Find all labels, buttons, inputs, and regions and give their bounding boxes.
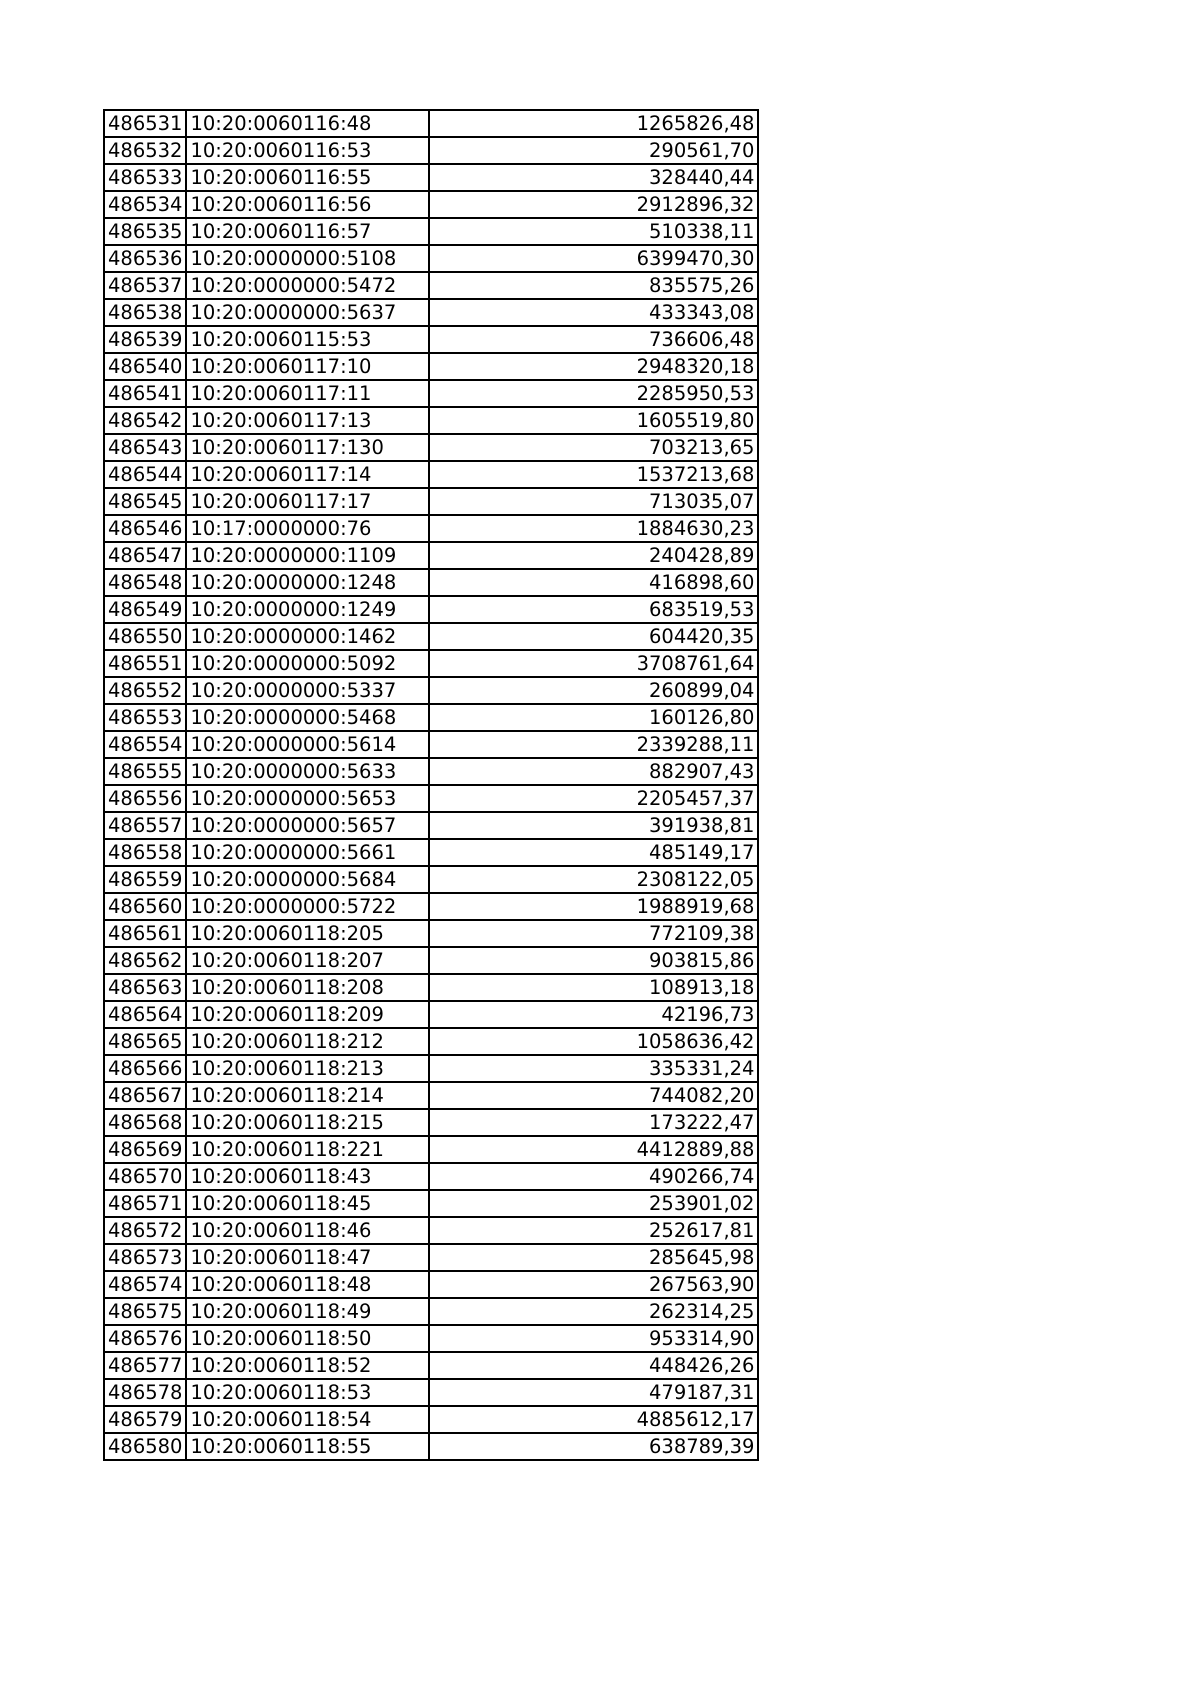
amount-cell: 173222,47 bbox=[429, 1109, 758, 1136]
row-id-cell: 486535 bbox=[104, 218, 186, 245]
row-id-cell: 486570 bbox=[104, 1163, 186, 1190]
amount-cell: 1265826,48 bbox=[429, 110, 758, 137]
table-row bbox=[104, 812, 758, 839]
table-row bbox=[104, 164, 758, 191]
amount-cell: 903815,86 bbox=[429, 947, 758, 974]
cadastral-number-cell: 10:20:0060117:130 bbox=[186, 434, 429, 461]
cadastral-number-cell: 10:20:0000000:1109 bbox=[186, 542, 429, 569]
row-id-cell: 486562 bbox=[104, 947, 186, 974]
row-id-cell: 486534 bbox=[104, 191, 186, 218]
table-row bbox=[104, 839, 758, 866]
amount-cell: 2205457,37 bbox=[429, 785, 758, 812]
cadastral-number-cell: 10:20:0060116:48 bbox=[186, 110, 429, 137]
amount-cell: 2912896,32 bbox=[429, 191, 758, 218]
table-row bbox=[104, 920, 758, 947]
row-id-cell: 486541 bbox=[104, 380, 186, 407]
cadastral-number-cell: 10:20:0000000:5468 bbox=[186, 704, 429, 731]
cadastral-number-cell: 10:20:0060117:17 bbox=[186, 488, 429, 515]
amount-cell: 736606,48 bbox=[429, 326, 758, 353]
amount-cell: 713035,07 bbox=[429, 488, 758, 515]
cadastral-number-cell: 10:20:0060118:46 bbox=[186, 1217, 429, 1244]
amount-cell: 490266,74 bbox=[429, 1163, 758, 1190]
cadastral-number-cell: 10:20:0060118:48 bbox=[186, 1271, 429, 1298]
row-id-cell: 486531 bbox=[104, 110, 186, 137]
table-row bbox=[104, 758, 758, 785]
row-id-cell: 486575 bbox=[104, 1298, 186, 1325]
amount-cell: 285645,98 bbox=[429, 1244, 758, 1271]
row-id-cell: 486548 bbox=[104, 569, 186, 596]
table-row bbox=[104, 515, 758, 542]
cadastral-number-cell: 10:20:0060118:53 bbox=[186, 1379, 429, 1406]
table-row bbox=[104, 1244, 758, 1271]
table-row bbox=[104, 1406, 758, 1433]
amount-cell: 510338,11 bbox=[429, 218, 758, 245]
row-id-cell: 486549 bbox=[104, 596, 186, 623]
amount-cell: 262314,25 bbox=[429, 1298, 758, 1325]
cadastral-number-cell: 10:20:0060116:57 bbox=[186, 218, 429, 245]
cadastral-number-cell: 10:20:0060117:10 bbox=[186, 353, 429, 380]
table-row bbox=[104, 569, 758, 596]
row-id-cell: 486532 bbox=[104, 137, 186, 164]
table-row bbox=[104, 1379, 758, 1406]
row-id-cell: 486560 bbox=[104, 893, 186, 920]
row-id-cell: 486539 bbox=[104, 326, 186, 353]
amount-cell: 253901,02 bbox=[429, 1190, 758, 1217]
amount-cell: 260899,04 bbox=[429, 677, 758, 704]
table-row bbox=[104, 1271, 758, 1298]
cadastral-number-cell: 10:20:0000000:5637 bbox=[186, 299, 429, 326]
amount-cell: 1884630,23 bbox=[429, 515, 758, 542]
row-id-cell: 486577 bbox=[104, 1352, 186, 1379]
cadastral-number-cell: 10:20:0060118:45 bbox=[186, 1190, 429, 1217]
row-id-cell: 486565 bbox=[104, 1028, 186, 1055]
cadastral-number-cell: 10:20:0060118:212 bbox=[186, 1028, 429, 1055]
table-body bbox=[104, 110, 758, 1460]
row-id-cell: 486543 bbox=[104, 434, 186, 461]
row-id-cell: 486546 bbox=[104, 515, 186, 542]
row-id-cell: 486567 bbox=[104, 1082, 186, 1109]
amount-cell: 4412889,88 bbox=[429, 1136, 758, 1163]
amount-cell: 433343,08 bbox=[429, 299, 758, 326]
amount-cell: 240428,89 bbox=[429, 542, 758, 569]
table-row bbox=[104, 191, 758, 218]
amount-cell: 1537213,68 bbox=[429, 461, 758, 488]
row-id-cell: 486576 bbox=[104, 1325, 186, 1352]
row-id-cell: 486580 bbox=[104, 1433, 186, 1460]
amount-cell: 1988919,68 bbox=[429, 893, 758, 920]
row-id-cell: 486568 bbox=[104, 1109, 186, 1136]
row-id-cell: 486533 bbox=[104, 164, 186, 191]
data-table bbox=[103, 109, 759, 1461]
cadastral-number-cell: 10:20:0060118:205 bbox=[186, 920, 429, 947]
cadastral-number-cell: 10:20:0060118:52 bbox=[186, 1352, 429, 1379]
amount-cell: 2339288,11 bbox=[429, 731, 758, 758]
cadastral-number-cell: 10:20:0060118:49 bbox=[186, 1298, 429, 1325]
row-id-cell: 486555 bbox=[104, 758, 186, 785]
amount-cell: 485149,17 bbox=[429, 839, 758, 866]
table-row bbox=[104, 1298, 758, 1325]
cadastral-number-cell: 10:20:0000000:5661 bbox=[186, 839, 429, 866]
amount-cell: 4885612,17 bbox=[429, 1406, 758, 1433]
amount-cell: 448426,26 bbox=[429, 1352, 758, 1379]
table-row bbox=[104, 245, 758, 272]
table-row bbox=[104, 407, 758, 434]
table-row bbox=[104, 1217, 758, 1244]
table-row bbox=[104, 326, 758, 353]
table-row bbox=[104, 272, 758, 299]
row-id-cell: 486553 bbox=[104, 704, 186, 731]
table-row bbox=[104, 1136, 758, 1163]
cadastral-number-cell: 10:20:0060118:50 bbox=[186, 1325, 429, 1352]
row-id-cell: 486537 bbox=[104, 272, 186, 299]
amount-cell: 335331,24 bbox=[429, 1055, 758, 1082]
row-id-cell: 486566 bbox=[104, 1055, 186, 1082]
amount-cell: 290561,70 bbox=[429, 137, 758, 164]
amount-cell: 108913,18 bbox=[429, 974, 758, 1001]
cadastral-number-cell: 10:20:0000000:5614 bbox=[186, 731, 429, 758]
cadastral-number-cell: 10:20:0060118:213 bbox=[186, 1055, 429, 1082]
row-id-cell: 486550 bbox=[104, 623, 186, 650]
row-id-cell: 486574 bbox=[104, 1271, 186, 1298]
cadastral-number-cell: 10:20:0060118:207 bbox=[186, 947, 429, 974]
row-id-cell: 486571 bbox=[104, 1190, 186, 1217]
table-row bbox=[104, 947, 758, 974]
table-row bbox=[104, 488, 758, 515]
cadastral-number-cell: 10:20:0060117:11 bbox=[186, 380, 429, 407]
cadastral-number-cell: 10:20:0000000:1248 bbox=[186, 569, 429, 596]
table-row bbox=[104, 218, 758, 245]
amount-cell: 267563,90 bbox=[429, 1271, 758, 1298]
cadastral-number-cell: 10:20:0060118:215 bbox=[186, 1109, 429, 1136]
cadastral-number-cell: 10:20:0060118:54 bbox=[186, 1406, 429, 1433]
amount-cell: 1605519,80 bbox=[429, 407, 758, 434]
cadastral-number-cell: 10:20:0060118:47 bbox=[186, 1244, 429, 1271]
cadastral-number-cell: 10:20:0000000:5684 bbox=[186, 866, 429, 893]
table-row bbox=[104, 1433, 758, 1460]
table-row bbox=[104, 677, 758, 704]
amount-cell: 252617,81 bbox=[429, 1217, 758, 1244]
row-id-cell: 486542 bbox=[104, 407, 186, 434]
table-row bbox=[104, 542, 758, 569]
table-row bbox=[104, 1001, 758, 1028]
table-row bbox=[104, 623, 758, 650]
amount-cell: 638789,39 bbox=[429, 1433, 758, 1460]
row-id-cell: 486563 bbox=[104, 974, 186, 1001]
cadastral-number-cell: 10:20:0000000:5633 bbox=[186, 758, 429, 785]
table-row bbox=[104, 137, 758, 164]
table-row bbox=[104, 1325, 758, 1352]
row-id-cell: 486545 bbox=[104, 488, 186, 515]
table-row bbox=[104, 704, 758, 731]
row-id-cell: 486547 bbox=[104, 542, 186, 569]
table-row bbox=[104, 893, 758, 920]
row-id-cell: 486569 bbox=[104, 1136, 186, 1163]
cadastral-number-cell: 10:20:0060118:214 bbox=[186, 1082, 429, 1109]
cadastral-number-cell: 10:20:0000000:5657 bbox=[186, 812, 429, 839]
cadastral-number-cell: 10:20:0000000:5108 bbox=[186, 245, 429, 272]
row-id-cell: 486538 bbox=[104, 299, 186, 326]
row-id-cell: 486557 bbox=[104, 812, 186, 839]
cadastral-number-cell: 10:20:0060118:208 bbox=[186, 974, 429, 1001]
amount-cell: 479187,31 bbox=[429, 1379, 758, 1406]
cadastral-number-cell: 10:20:0000000:5653 bbox=[186, 785, 429, 812]
row-id-cell: 486558 bbox=[104, 839, 186, 866]
table-row bbox=[104, 1163, 758, 1190]
table-row bbox=[104, 110, 758, 137]
amount-cell: 3708761,64 bbox=[429, 650, 758, 677]
table-row bbox=[104, 353, 758, 380]
table-row bbox=[104, 1055, 758, 1082]
amount-cell: 772109,38 bbox=[429, 920, 758, 947]
amount-cell: 391938,81 bbox=[429, 812, 758, 839]
table-row bbox=[104, 974, 758, 1001]
amount-cell: 160126,80 bbox=[429, 704, 758, 731]
row-id-cell: 486578 bbox=[104, 1379, 186, 1406]
table-row bbox=[104, 866, 758, 893]
table-row bbox=[104, 1352, 758, 1379]
row-id-cell: 486573 bbox=[104, 1244, 186, 1271]
amount-cell: 882907,43 bbox=[429, 758, 758, 785]
row-id-cell: 486559 bbox=[104, 866, 186, 893]
row-id-cell: 486579 bbox=[104, 1406, 186, 1433]
cadastral-number-cell: 10:20:0000000:5092 bbox=[186, 650, 429, 677]
row-id-cell: 486561 bbox=[104, 920, 186, 947]
cadastral-number-cell: 10:20:0060118:43 bbox=[186, 1163, 429, 1190]
row-id-cell: 486551 bbox=[104, 650, 186, 677]
table-row bbox=[104, 461, 758, 488]
cadastral-number-cell: 10:20:0060118:209 bbox=[186, 1001, 429, 1028]
table-row bbox=[104, 1190, 758, 1217]
amount-cell: 683519,53 bbox=[429, 596, 758, 623]
amount-cell: 6399470,30 bbox=[429, 245, 758, 272]
row-id-cell: 486564 bbox=[104, 1001, 186, 1028]
row-id-cell: 486536 bbox=[104, 245, 186, 272]
amount-cell: 2948320,18 bbox=[429, 353, 758, 380]
row-id-cell: 486556 bbox=[104, 785, 186, 812]
cadastral-number-cell: 10:20:0000000:1462 bbox=[186, 623, 429, 650]
spreadsheet-area bbox=[103, 109, 759, 1461]
row-id-cell: 486540 bbox=[104, 353, 186, 380]
row-id-cell: 486552 bbox=[104, 677, 186, 704]
amount-cell: 835575,26 bbox=[429, 272, 758, 299]
amount-cell: 2308122,05 bbox=[429, 866, 758, 893]
amount-cell: 416898,60 bbox=[429, 569, 758, 596]
amount-cell: 42196,73 bbox=[429, 1001, 758, 1028]
table-row bbox=[104, 1082, 758, 1109]
cadastral-number-cell: 10:20:0060118:55 bbox=[186, 1433, 429, 1460]
table-row bbox=[104, 1028, 758, 1055]
cadastral-number-cell: 10:20:0060116:53 bbox=[186, 137, 429, 164]
cadastral-number-cell: 10:20:0060115:53 bbox=[186, 326, 429, 353]
row-id-cell: 486572 bbox=[104, 1217, 186, 1244]
cadastral-number-cell: 10:20:0060117:14 bbox=[186, 461, 429, 488]
cadastral-number-cell: 10:20:0000000:5337 bbox=[186, 677, 429, 704]
table-row bbox=[104, 650, 758, 677]
cadastral-number-cell: 10:20:0060117:13 bbox=[186, 407, 429, 434]
row-id-cell: 486554 bbox=[104, 731, 186, 758]
amount-cell: 604420,35 bbox=[429, 623, 758, 650]
cadastral-number-cell: 10:17:0000000:76 bbox=[186, 515, 429, 542]
cadastral-number-cell: 10:20:0000000:5472 bbox=[186, 272, 429, 299]
cadastral-number-cell: 10:20:0060116:55 bbox=[186, 164, 429, 191]
amount-cell: 1058636,42 bbox=[429, 1028, 758, 1055]
amount-cell: 953314,90 bbox=[429, 1325, 758, 1352]
cadastral-number-cell: 10:20:0060116:56 bbox=[186, 191, 429, 218]
cadastral-number-cell: 10:20:0000000:1249 bbox=[186, 596, 429, 623]
table-row bbox=[104, 785, 758, 812]
table-row bbox=[104, 731, 758, 758]
amount-cell: 744082,20 bbox=[429, 1082, 758, 1109]
amount-cell: 703213,65 bbox=[429, 434, 758, 461]
cadastral-number-cell: 10:20:0000000:5722 bbox=[186, 893, 429, 920]
amount-cell: 2285950,53 bbox=[429, 380, 758, 407]
table-row bbox=[104, 380, 758, 407]
table-row bbox=[104, 1109, 758, 1136]
amount-cell: 328440,44 bbox=[429, 164, 758, 191]
row-id-cell: 486544 bbox=[104, 461, 186, 488]
table-row bbox=[104, 299, 758, 326]
table-row bbox=[104, 596, 758, 623]
cadastral-number-cell: 10:20:0060118:221 bbox=[186, 1136, 429, 1163]
table-row bbox=[104, 434, 758, 461]
